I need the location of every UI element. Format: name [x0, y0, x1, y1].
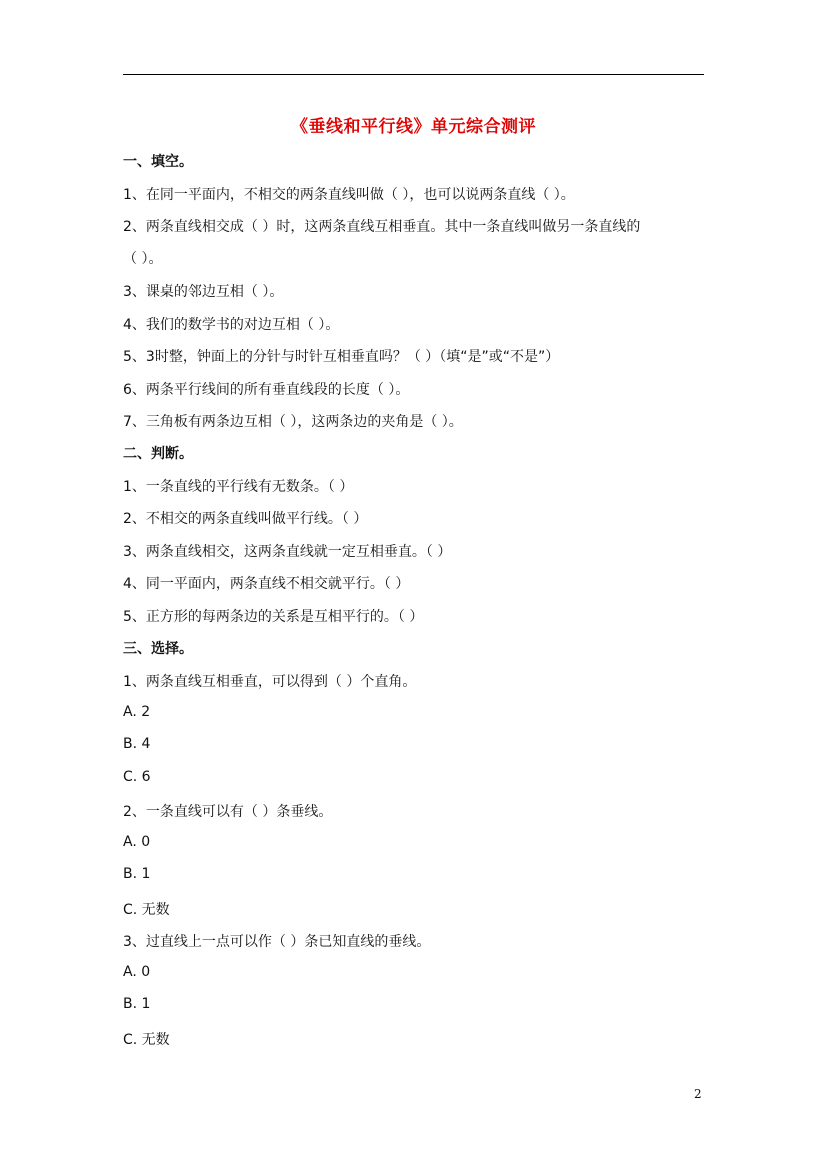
- page-number: 2: [694, 1087, 702, 1101]
- question-line: 3、两条直线相交，这两条直线就一定互相垂直。（ ）: [123, 544, 452, 560]
- question-line: 5、3时整，钟面上的分针与时针互相垂直吗？（ ）（填“是”或“不是”）: [123, 349, 560, 365]
- question-line: 4、同一平面内，两条直线不相交就平行。（ ）: [123, 576, 410, 592]
- option-line: C. 6: [123, 769, 151, 785]
- option-line: C. 无数: [123, 1032, 170, 1048]
- option-line: B. 4: [123, 736, 151, 752]
- question-line: 2、不相交的两条直线叫做平行线。（ ）: [123, 511, 368, 527]
- question-line: 1、一条直线的平行线有无数条。（ ）: [123, 479, 354, 495]
- question-line: 7、三角板有两条边互相（ ），这两条边的夹角是（ ）。: [123, 414, 463, 430]
- section-heading-judge: 二、判断。: [123, 446, 193, 462]
- header-rule: [123, 74, 704, 75]
- question-line: 2、一条直线可以有（ ）条垂线。: [123, 804, 333, 820]
- section-heading-fill: 一、填空。: [123, 154, 193, 170]
- option-line: A. 2: [123, 704, 151, 720]
- option-line: B. 1: [123, 996, 151, 1012]
- option-line: B. 1: [123, 866, 151, 882]
- section-heading-choice: 三、选择。: [123, 641, 193, 657]
- question-line: 5、正方形的每两条边的关系是互相平行的。（ ）: [123, 609, 424, 625]
- question-line: 1、在同一平面内，不相交的两条直线叫做（ ），也可以说两条直线（ ）。: [123, 187, 575, 203]
- question-line: 3、过直线上一点可以作（ ）条已知直线的垂线。: [123, 934, 431, 950]
- option-line: C. 无数: [123, 902, 170, 918]
- question-line: 1、两条直线互相垂直，可以得到（ ）个直角。: [123, 674, 417, 690]
- question-line: （ ）。: [123, 251, 163, 267]
- question-line: 2、两条直线相交成（ ）时，这两条直线互相垂直。其中一条直线叫做另一条直线的: [123, 219, 641, 235]
- question-line: 3、课桌的邻边互相（ ）。: [123, 284, 284, 300]
- question-line: 6、两条平行线间的所有垂直线段的长度（ ）。: [123, 382, 410, 398]
- option-line: A. 0: [123, 964, 151, 980]
- question-line: 4、我们的数学书的对边互相（ ）。: [123, 317, 340, 333]
- document-title: 《垂线和平行线》单元综合测评: [291, 117, 536, 137]
- option-line: A. 0: [123, 834, 151, 850]
